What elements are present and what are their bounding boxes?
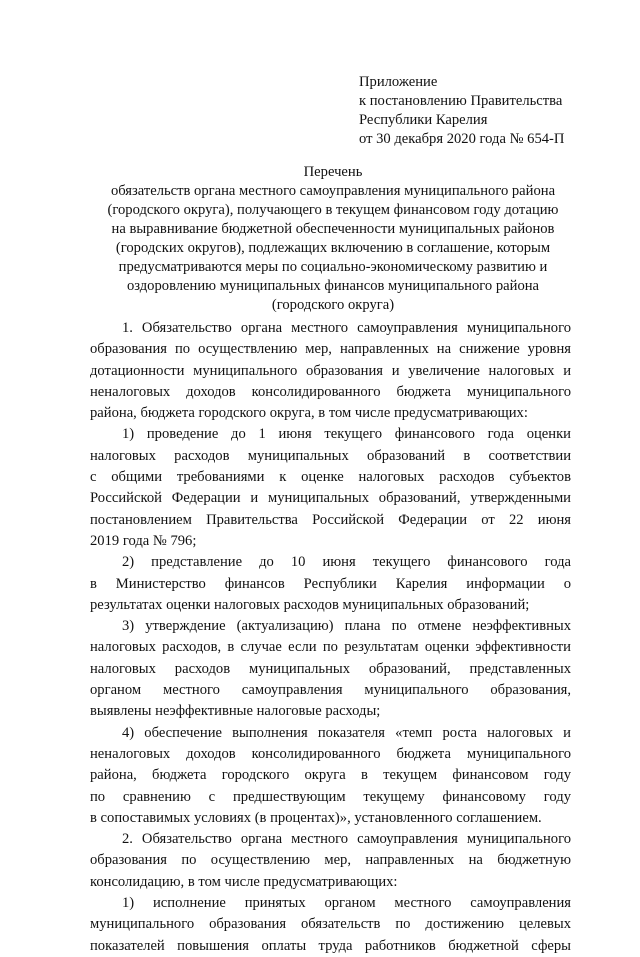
body-line: 2. Обязательство органа местного самоуправления муниципального [122,831,571,848]
paragraph-1 [90,318,571,339]
body-line: выявлены неэффективные налоговые расходы; [90,703,381,720]
body-line: по сравнению с предшествующим текущему финансовому году [90,788,571,805]
title-line: на выравнивание бюджетной обеспеченности муниципальных районов [111,221,555,237]
body-line: в Министерство финансов Республики Карелия информации о [90,575,571,592]
title-line: оздоровлению муниципальных финансов муниципального района [126,278,540,294]
appendix-line: Приложение [359,74,438,90]
title-line: обязательств органа местного самоуправления муниципального района [110,183,556,199]
body-line: налоговых расходов муниципальных образований, представленных [90,660,571,677]
body-line: 2019 года № 796; [90,532,197,549]
document-body [90,318,571,957]
body-line: налоговых расходов муниципальных образований в соответствии [90,447,571,464]
body-line: Российской Федерации и муниципальных образований, утвержденными [90,490,571,507]
body-line: 2) представление до 10 июня текущего финансового года [122,554,571,571]
body-line: образования по осуществлению мер, направленных на снижение уровня [90,341,571,358]
body-line: органом местного самоуправления муниципального образования, [90,682,571,699]
body-line: в сопоставимых условиях (в процентах)», установленного соглашением. [90,809,542,826]
body-line: 1. Обязательство органа местного самоуправления муниципального [122,320,571,336]
body-line: неналоговых доходов консолидированного бюджета муниципального [90,745,571,762]
title-line: предусматриваются меры по социально-экономическому развитию и [118,259,548,275]
appendix-line: к постановлению Правительства [359,93,563,109]
body-line: муниципального образования обязательств по достижению целевых [90,916,571,933]
body-line: неналоговых доходов консолидированного бюджета муниципального [90,383,571,400]
title-line: (городского округа) [271,297,395,313]
body-line: образования по осуществлению мер, направленных на бюджетную [90,852,571,869]
body-line: показателей повышения оплаты труда работников бюджетной сферы [90,937,571,954]
title-line: (городского округа), получающего в текущем финансовом году дотацию [107,202,559,218]
body-line: постановлением Правительства Российской Федерации от 22 июня [90,511,571,528]
body-line: района, бюджета городского округа, в том числе предусматривающих: [90,405,528,422]
body-line: результатах оценки налоговых расходов муниципальных образований; [90,596,530,613]
body-line: консолидацию, в том числе предусматривающих: [90,873,398,890]
appendix-line: от 30 декабря 2020 года № 654-П [359,131,565,147]
title-line: (городских округов), подлежащих включению в соглашение, которым [115,240,551,256]
body-line: дотационности муниципального образования и увеличение налоговых и [90,362,571,379]
body-line: 1) проведение до 1 июня текущего финансового года оценки [122,426,571,443]
body-line: района, бюджета городского округа в текущем финансовом году [90,767,571,784]
body-line: с общими требованиями к оценке налоговых расходов субъектов [90,469,571,486]
body-line: 4) обеспечение выполнения показателя «темп роста налоговых и [122,724,571,741]
body-line: 3) утверждение (актуализацию) плана по отмене неэффективных [122,618,571,635]
body-line: 1) исполнение принятых органом местного самоуправления [122,895,571,912]
title-heading: Перечень [303,164,363,180]
appendix-line: Республики Карелия [359,112,488,128]
appendix-header [359,73,629,149]
body-line: налоговых расходов, в случае если по результатам оценки эффективности [90,639,571,656]
document-title [90,163,576,315]
